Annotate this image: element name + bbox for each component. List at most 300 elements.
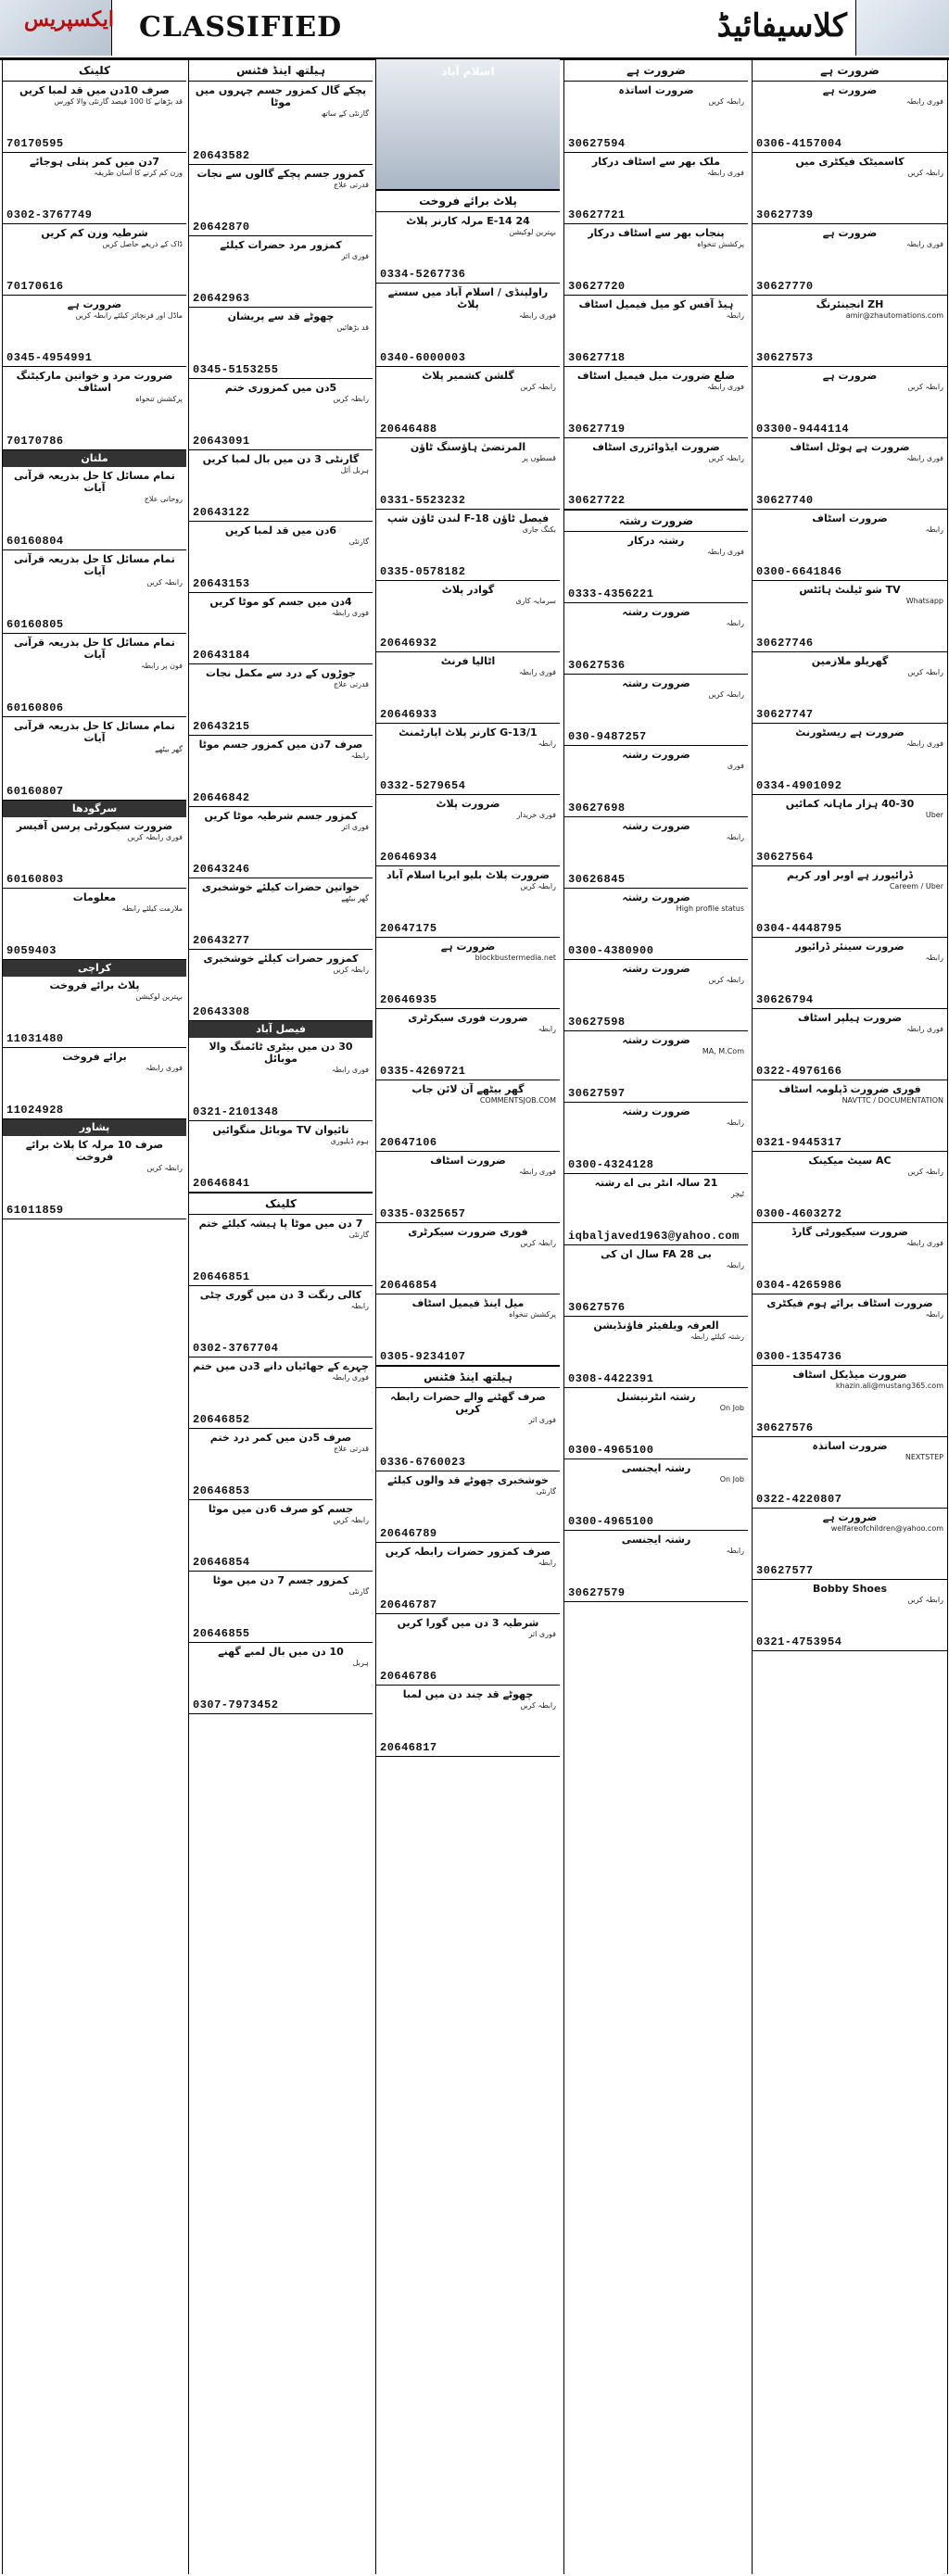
ad-body: رابطہ کریں	[708, 690, 744, 699]
ad-title: تمام مسائل کا حل بذریعہ قرآنی آیات	[14, 470, 175, 494]
ad-body: khazin.ali@mustang365.com	[835, 1382, 943, 1390]
ad-phone: 20646817	[380, 1741, 437, 1754]
ad-body: رابطہ	[726, 311, 744, 320]
header-decoration	[855, 0, 949, 56]
ad-phone: 30627746	[756, 637, 814, 650]
ad-body: سرمایہ کاری	[515, 597, 556, 605]
ad-phone: 0321-9445317	[756, 1136, 842, 1149]
ad-title: ضرورت اساتذہ	[618, 84, 694, 96]
ad-body: رابطہ	[726, 833, 744, 841]
section-banner: ہیلتھ اینڈ فٹنس	[189, 59, 373, 82]
ad-title: 6دن میں قد لمبا کریں	[224, 524, 337, 537]
classified-ad	[564, 1317, 748, 1388]
ad-body: بہترین لوکیشن	[135, 992, 183, 1001]
column-3	[375, 59, 560, 2574]
ad-body: رابطہ	[726, 1261, 744, 1269]
logo-text: ایکسپریس	[24, 7, 114, 32]
ad-phone: 0300-6641846	[756, 565, 842, 578]
ad-body: فوری اثر	[528, 1630, 556, 1638]
classified-ad	[189, 950, 373, 1021]
ad-body: قدرتی علاج	[333, 181, 369, 189]
ad-title: ضرورت پلاٹ بلیو ایریا اسلام آباد	[386, 869, 550, 881]
ad-phone: 20646854	[380, 1279, 437, 1292]
ad-phone: 20643091	[193, 435, 250, 448]
ad-phone: 0302-3767704	[193, 1342, 279, 1355]
ad-phone: 0333-4356221	[568, 587, 654, 600]
ad-body: رابطہ کریں	[520, 1701, 556, 1710]
ad-phone: 20646854	[193, 1556, 250, 1569]
ad-body: گارنٹی	[348, 537, 369, 546]
ad-title: خواتین حضرات کیلئے خوشخبری	[201, 881, 361, 893]
ad-phone: 61011859	[6, 1204, 64, 1217]
classified-ad	[3, 717, 186, 801]
ad-phone: 20646842	[193, 791, 250, 804]
city-band: کراچی	[3, 960, 186, 977]
ad-title: کالی رنگت 3 دن میں گوری چٹی	[199, 1289, 362, 1301]
classified-ad	[376, 652, 560, 724]
ad-phone: 30627598	[568, 1016, 626, 1029]
ad-body: فوری رابطہ	[331, 609, 369, 617]
ad-phone: 30626845	[568, 873, 626, 886]
ad-body: قد بڑھائیں	[336, 323, 369, 332]
classified-ad	[753, 652, 947, 724]
ad-body: فوری رابطہ	[145, 1064, 183, 1072]
ad-phone: 0300-4603272	[756, 1207, 842, 1220]
classified-ad	[564, 224, 748, 296]
ad-title: صرف گھٹنے والے حضرات رابطہ کریں	[390, 1391, 546, 1415]
ad-title: پلاٹ برائے فروخت	[49, 979, 140, 991]
ad-phone: 20643246	[193, 863, 250, 876]
classified-ad	[189, 736, 373, 807]
ad-phone: 20643308	[193, 1005, 250, 1018]
ad-phone: 0302-3767749	[6, 208, 93, 221]
classified-ad	[753, 224, 947, 296]
ad-title: کمزور حضرات کیلئے خوشخبری	[203, 953, 359, 965]
ad-title: ضرورت رشتہ	[622, 1105, 690, 1118]
ad-phone: 20643277	[193, 934, 250, 947]
ad-body: رابطہ	[726, 1547, 744, 1555]
ad-phone: 70170786	[6, 435, 64, 448]
classified-ad	[753, 1080, 947, 1152]
ad-phone: 30627573	[756, 351, 814, 364]
ad-body: رابطہ کریں	[708, 454, 744, 462]
ad-title: اٹالیا فرنٹ	[440, 655, 496, 667]
ad-body: رابطہ کریں	[907, 383, 943, 391]
ad-title: فیصل ٹاؤن F-18 لندن ٹاؤن شپ	[386, 512, 550, 524]
classified-ad	[3, 224, 186, 296]
ad-phone: 20646934	[380, 851, 437, 864]
classified-ad	[564, 438, 748, 510]
ad-title: ضرورت ہے	[822, 1511, 878, 1523]
ad-phone: 20643215	[193, 720, 250, 733]
ad-title: شرطیہ وزن کم کریں	[41, 227, 148, 239]
ad-phone: 0345-4954991	[6, 351, 93, 364]
classified-ad	[753, 510, 947, 581]
ad-body: گارنٹی	[348, 1587, 369, 1596]
ad-phone: 0340-6000003	[380, 351, 466, 364]
ad-body: ملازمت کیلئے رابطہ	[121, 904, 183, 913]
ad-phone: 0300-4965100	[568, 1444, 654, 1457]
classified-ad	[189, 1643, 373, 1714]
ad-title: ضرورت اساتذہ	[812, 1440, 888, 1452]
ad-body: فوری رابطہ	[905, 1239, 943, 1247]
classified-ad	[564, 1031, 748, 1103]
classified-ad	[753, 1580, 947, 1651]
ad-phone: 30627594	[568, 137, 626, 150]
classified-ad	[753, 1152, 947, 1223]
classified-ad	[189, 450, 373, 522]
ad-phone: 0306-4157004	[756, 137, 842, 150]
ad-title: راولپنڈی / اسلام آباد میں سستے پلاٹ	[387, 286, 549, 310]
ad-body: Careem / Uber	[889, 882, 943, 890]
classified-ad	[564, 603, 748, 675]
ad-phone: 70170595	[6, 137, 64, 150]
ad-title: رشتہ درکار	[627, 535, 685, 547]
ad-phone: 60160807	[6, 785, 64, 798]
ad-body: رابطہ کریں	[907, 169, 943, 177]
section-banner: ضرورت ہے	[753, 59, 947, 82]
section-banner: ضرورت رشتہ	[564, 510, 748, 532]
ad-body: فوری رابطہ	[706, 548, 744, 556]
classified-ad	[189, 1038, 373, 1121]
classified-ad	[564, 532, 748, 603]
classified-ad	[189, 308, 373, 379]
ad-body: گارنٹی	[536, 1487, 556, 1496]
classified-ad	[753, 866, 947, 938]
ad-body: NEXTSTEP	[905, 1453, 943, 1461]
ad-title: ضرورت ہے ریسٹورنٹ	[795, 726, 905, 739]
ad-body: گھر بیٹھے	[155, 745, 183, 753]
ad-title: برائے فروخت	[62, 1051, 127, 1063]
ad-title: گھریلو ملازمین	[811, 655, 889, 667]
ad-body: روحانی علاج	[144, 495, 183, 503]
ad-title: ضرورت اسٹاف	[430, 1155, 506, 1167]
ad-title: ضرورت مرد و خواتین مارکیٹنگ اسٹاف	[16, 370, 173, 394]
ad-title: چھوٹے قد چند دن میں لمبا	[402, 1688, 534, 1700]
ad-body: رابطہ کریں	[520, 1239, 556, 1247]
ad-phone: 0305-9234107	[380, 1350, 466, 1363]
section-banner: کلینک	[3, 59, 186, 82]
ad-phone: 30627740	[756, 494, 814, 507]
classified-ad	[753, 1223, 947, 1294]
ad-body: فوری رابطہ	[905, 454, 943, 462]
classified-ad	[189, 1572, 373, 1643]
ad-phone: 20646852	[193, 1413, 250, 1426]
ad-phone: 20646932	[380, 637, 437, 650]
ad-phone: 20646841	[193, 1177, 250, 1190]
ad-phone: 60160806	[6, 701, 64, 714]
ad-title: صرف کمزور حضرات رابطہ کریں	[385, 1546, 551, 1558]
classified-ad	[3, 1048, 186, 1119]
ad-title: ضرورت میڈیکل اسٹاف	[792, 1369, 907, 1381]
ad-title: صرف 5دن میں کمر درد ختم	[209, 1432, 352, 1444]
classified-ad	[376, 284, 560, 367]
ad-body: گارنٹی	[348, 1231, 369, 1239]
ad-title: TV شو ٹیلنٹ ہائٹس	[799, 584, 901, 596]
classified-ad	[189, 1500, 373, 1572]
ad-phone: 20646488	[380, 423, 437, 436]
classified-ad	[189, 165, 373, 236]
classified-ad	[753, 581, 947, 652]
ad-body: قد بڑھانے کا 100 فیصد گارنٹی والا کورس	[54, 97, 183, 106]
classified-ad	[376, 1152, 560, 1223]
classified-ad	[376, 938, 560, 1009]
ad-phone: 0322-4976166	[756, 1065, 842, 1078]
ad-title: گھر بیٹھے آن لائن جاب	[411, 1083, 525, 1095]
ad-body: فوری رابطہ	[905, 1025, 943, 1033]
ad-phone: 30627747	[756, 708, 814, 721]
ad-phone: 0304-4448795	[756, 922, 842, 935]
ad-phone: 30627597	[568, 1087, 626, 1100]
ad-body: رابطہ	[925, 1310, 943, 1319]
ad-phone: 11024928	[6, 1104, 64, 1117]
ad-body: فوری رابطہ	[331, 1373, 369, 1382]
ad-title: صرف 10دن میں قد لمبا کریں	[19, 84, 170, 96]
ad-body: پرکشش تنخواہ	[508, 1310, 556, 1319]
ad-title: پنجاب بھر سے اسٹاف درکار	[588, 227, 725, 239]
ad-title: ضرورت ہیلپر اسٹاف	[797, 1012, 903, 1024]
ad-phone: 30627576	[568, 1301, 626, 1314]
ad-phone: 30627739	[756, 208, 814, 221]
ad-title: خوشخبری چھوٹے قد والوں کیلئے	[387, 1474, 549, 1486]
ad-body: فون پر رابطہ	[140, 662, 183, 670]
ad-phone: 20646935	[380, 993, 437, 1006]
classified-ad	[376, 1614, 560, 1686]
ad-title: گارنٹی 3 دن میں بال لمبا کریں	[202, 453, 360, 465]
ad-title: ضرورت سینئر ڈرائیور	[795, 941, 905, 953]
ad-title: 7دن میں کمر پتلی ہوجائے	[29, 156, 160, 168]
ad-title: چہرے کے جھائیاں دانے 3دن میں ختم	[193, 1360, 369, 1372]
ad-phone: 11031480	[6, 1032, 64, 1045]
ad-phone: 20643184	[193, 649, 250, 662]
page-header	[0, 0, 949, 60]
section-banner: کلینک	[189, 1193, 373, 1215]
classified-ad	[564, 153, 748, 224]
ad-phone: 30627698	[568, 802, 626, 814]
ad-body: فوری اثر	[341, 252, 369, 260]
ad-title: 21 سالہ انٹر بی اے رشتہ	[594, 1177, 718, 1189]
ad-phone: 30627718	[568, 351, 626, 364]
ad-title: ضرورت ہے	[822, 84, 878, 96]
city-band: ملتان	[3, 450, 186, 467]
page-title-urdu: کلاسیفائیڈ	[716, 7, 847, 44]
ad-title: معلومات	[72, 891, 117, 903]
ad-body: ماڈل اور فرنچائز کیلئے رابطہ کریں	[75, 311, 183, 320]
ad-body: رابطہ کریں	[907, 1168, 943, 1176]
ad-phone: 20646786	[380, 1670, 437, 1683]
ad-body: فوری	[727, 762, 744, 770]
ad-phone: 20646787	[380, 1598, 437, 1611]
classified-ad	[753, 296, 947, 367]
ad-body: COMMENTSJOB.COM	[479, 1096, 556, 1105]
classified-ad	[564, 82, 748, 153]
ad-body: پرکشش تنخواہ	[134, 395, 183, 403]
ad-body: پرکشش تنخواہ	[696, 240, 744, 248]
ad-title: صرف 7دن میں کمزور جسم موٹا	[198, 739, 363, 751]
ad-title: صرف 10 مرلہ کا پلاٹ برائے فروخت	[25, 1139, 164, 1163]
ad-body: رابطہ	[538, 1559, 556, 1567]
ad-body: گارنٹی کے ساتھ	[321, 109, 369, 118]
ad-title: تائیوان TV موبائل منگوائیں	[212, 1124, 349, 1136]
ad-phone: 20646853	[193, 1484, 250, 1497]
classified-ad	[376, 581, 560, 652]
ad-phone: 30627770	[756, 280, 814, 293]
classified-ad	[3, 817, 186, 889]
ad-phone: 20643582	[193, 149, 250, 162]
classified-ad	[564, 960, 748, 1031]
ad-title: کمزور مرد حضرات کیلئے	[220, 239, 342, 251]
classified-ad	[753, 153, 947, 224]
ad-phone: 30626794	[756, 993, 814, 1006]
classified-ad	[564, 1245, 748, 1317]
classified-ad	[3, 467, 186, 550]
city-band: سرگودھا	[3, 801, 186, 817]
classified-ad	[376, 1080, 560, 1152]
classified-ad	[753, 367, 947, 438]
classified-ad	[376, 724, 560, 795]
ad-title: 10 دن میں بال لمبے گھنے	[218, 1646, 344, 1658]
column-4	[563, 59, 748, 2574]
ad-phone: 0336-6760023	[380, 1456, 466, 1469]
ad-body: فوری رابطہ	[905, 739, 943, 748]
classified-ad	[376, 1388, 560, 1471]
ad-title: ضرورت رشتہ	[622, 677, 690, 689]
classified-ad	[376, 1009, 560, 1080]
ad-body: Uber	[925, 811, 943, 819]
ad-body: رابطہ کریں	[708, 976, 744, 984]
classified-ad	[189, 807, 373, 878]
classified-ad	[3, 634, 186, 717]
ad-body: بکنگ جاری	[522, 525, 556, 534]
ad-title: کاسمیٹک فیکٹری میں	[795, 156, 905, 168]
ad-body: رابطہ کریں	[907, 1596, 943, 1604]
ad-body: رابطہ کریں	[146, 578, 183, 587]
ad-body: High profile status	[676, 904, 744, 913]
classified-ad	[376, 367, 560, 438]
ad-title: کمزور جسم شرطیہ موٹا کریں	[204, 810, 358, 822]
express-logo	[0, 0, 112, 56]
ad-title: ضرورت رشتہ	[622, 891, 690, 903]
ad-body: رشتہ کیلئے رابطہ	[690, 1332, 744, 1341]
classified-ad	[189, 593, 373, 664]
ad-title: ضرورت ایڈوائزری اسٹاف	[592, 441, 720, 453]
ad-body: NAVTTC / DOCUMENTATION	[841, 1096, 943, 1105]
ad-phone: 0321-2101348	[193, 1105, 279, 1118]
ad-body: رابطہ	[925, 525, 943, 534]
classified-ad	[376, 1223, 560, 1294]
ad-phone: 03300-9444114	[756, 423, 850, 436]
ad-title: ضرورت ہے	[67, 298, 122, 310]
ad-phone: 0300-4324128	[568, 1158, 654, 1171]
ad-title: ضرورت سیکورٹی پرسن آفیسر	[16, 820, 173, 832]
ad-title: ضرورت فوری سیکرٹری	[408, 1012, 528, 1024]
classified-ad	[753, 82, 947, 153]
classified-ad	[564, 675, 748, 746]
ad-title: 7 دن میں موٹا پا ہیشہ کیلئے ختم	[198, 1218, 363, 1230]
classified-ad	[564, 1531, 748, 1602]
classified-ad	[189, 82, 373, 165]
classified-ad	[564, 889, 748, 960]
ad-phone: 0308-4422391	[568, 1372, 654, 1385]
ad-body: فوری اثر	[528, 1416, 556, 1424]
ad-body: blockbustermedia.net	[474, 953, 556, 962]
ad-title: ملک بھر سے اسٹاف درکار	[591, 156, 721, 168]
ad-body: ہربل	[352, 1659, 369, 1667]
section-banner: پلاٹ برائے فروخت	[376, 190, 560, 212]
ad-phone: 30627719	[568, 423, 626, 436]
ad-body: فوری خریدار	[516, 811, 556, 819]
ad-body: رابطہ کریں	[520, 882, 556, 890]
ad-phone: 70170616	[6, 280, 64, 293]
ad-title: 30 دن میں بیٹری ٹائمنگ والا موبائل	[209, 1041, 353, 1065]
ad-phone: 0334-5267736	[380, 268, 466, 281]
ad-title: ضرورت ہے	[440, 941, 496, 953]
classified-ad	[189, 1215, 373, 1286]
classified-ad	[564, 1388, 748, 1459]
ad-body: رابطہ کریں	[708, 97, 744, 106]
classified-ad	[564, 367, 748, 438]
ad-title: رشتہ ایجنسی	[621, 1534, 691, 1546]
classified-ad	[189, 1121, 373, 1193]
ad-phone: 9059403	[6, 944, 57, 957]
ad-title: رشتہ انٹرنیشنل	[616, 1391, 696, 1403]
ad-body: رابطہ کریں	[907, 668, 943, 676]
classified-ad	[3, 1136, 186, 1219]
ad-phone: 60160804	[6, 535, 64, 548]
ad-phone: 0331-5523232	[380, 494, 466, 507]
ad-title: ضرورت پلاٹ	[436, 798, 500, 810]
ad-phone: 0335-0325657	[380, 1207, 466, 1220]
classified-ad	[3, 153, 186, 224]
ad-body: رابطہ	[726, 619, 744, 627]
section-banner: ہیلتھ اینڈ فٹنس	[376, 1366, 560, 1388]
classified-ad	[376, 212, 560, 284]
ad-phone: 30627536	[568, 659, 626, 672]
classified-ad	[564, 1103, 748, 1174]
ad-body: قدرتی علاج	[333, 1445, 369, 1453]
ad-title: ضرورت سیکیورٹی گارڈ	[791, 1226, 908, 1238]
ad-title: شرطیہ 3 دن میں گورا کریں	[397, 1617, 539, 1629]
column-5	[752, 59, 948, 2574]
ad-title: Bobby Shoes	[812, 1583, 887, 1595]
classified-ad	[564, 1459, 748, 1531]
ad-phone: iqbaljaved1963@yahoo.com	[568, 1230, 740, 1243]
classified-ad	[376, 866, 560, 938]
ad-title: میل اینڈ فیمیل اسٹاف	[411, 1297, 525, 1309]
ad-body: On Job	[719, 1475, 744, 1484]
ad-title: ضرورت ہے ہوٹل اسٹاف	[790, 441, 910, 453]
classified-ad	[189, 522, 373, 593]
ad-title: تمام مسائل کا حل بذریعہ قرآنی آیات	[14, 637, 175, 661]
classified-ad	[376, 1294, 560, 1366]
section-banner: ضرورت ہے	[564, 59, 748, 82]
ad-phone: 20646851	[193, 1270, 250, 1283]
classified-ad	[753, 1294, 947, 1366]
ad-title: ضرورت ہے	[822, 370, 878, 382]
ad-title: المرتضیٰ ہاؤسنگ ٹاؤن	[410, 441, 526, 453]
ad-phone: 0335-0578182	[380, 565, 466, 578]
ad-title: گوادر پلاٹ	[441, 584, 495, 596]
classified-ad	[3, 296, 186, 367]
ad-phone: 20642870	[193, 221, 250, 234]
ad-title: گلشن کشمیر پلاٹ	[422, 370, 514, 382]
ad-title: بی 28 FA سال ان کی	[601, 1248, 712, 1260]
ad-phone: 20643153	[193, 577, 250, 590]
ad-title: کمزور جسم 7 دن میں موٹا	[212, 1574, 349, 1586]
ad-phone: 20642963	[193, 292, 250, 305]
ad-title: رشتہ ایجنسی	[621, 1462, 691, 1474]
classified-ad	[3, 550, 186, 634]
